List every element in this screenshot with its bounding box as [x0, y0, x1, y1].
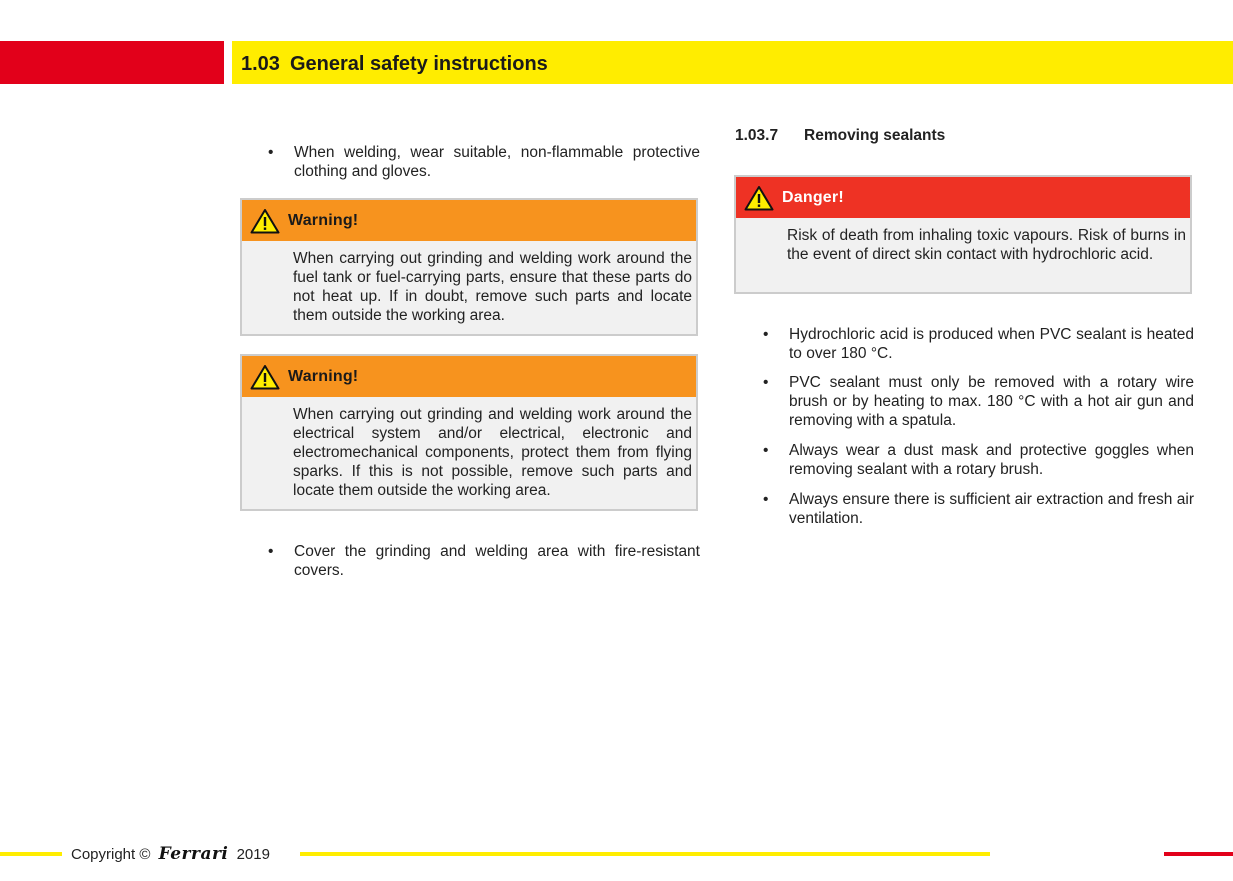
- bullet-icon: •: [763, 491, 769, 508]
- warning-text: When carrying out grinding and welding work around the electrical system and/or electrical, electronic and electromechanical components, protect them from flying sparks. If this is not possible, remove such parts and locate them outside the working area.: [293, 406, 692, 499]
- copyright-label: Copyright ©: [71, 846, 151, 863]
- subsection-heading: [735, 127, 945, 145]
- bullet-icon: •: [268, 543, 274, 560]
- list-item: • When welding, wear suitable, non-flammable protective clothing and gloves.: [268, 144, 700, 180]
- danger-box: [734, 175, 1192, 294]
- section-number: 1.03: [241, 53, 280, 75]
- footer-rule-left: [0, 852, 62, 856]
- copyright-year: 2019: [236, 846, 270, 863]
- bullet-icon: •: [763, 442, 769, 459]
- warning-box: [240, 354, 698, 511]
- page-title: [241, 41, 548, 84]
- list-item: • Hydrochloric acid is produced when PVC sealant is heated to over 180 °C.: [763, 326, 1194, 362]
- section-title: General safety instructions: [289, 53, 548, 75]
- brand-logo: Ferrari: [158, 844, 229, 864]
- warning-triangle-icon: [242, 364, 288, 390]
- subsection-title: Removing sealants: [804, 127, 946, 144]
- bullet-icon: •: [763, 326, 769, 343]
- warning-box: [240, 198, 698, 336]
- danger-label: Danger!: [782, 188, 844, 206]
- footer-rule-right: [1164, 852, 1233, 856]
- warning-triangle-icon: [736, 185, 782, 211]
- subsection-number: 1.03.7: [735, 127, 779, 144]
- list-item: • Always wear a dust mask and protective goggles when removing sealant with a rotary brush.: [763, 442, 1194, 478]
- warning-header: [242, 200, 696, 241]
- bullet-icon: •: [763, 374, 769, 391]
- danger-header: [736, 177, 1190, 218]
- header-red-tab: [0, 41, 224, 84]
- warning-header: [242, 356, 696, 397]
- list-item: • PVC sealant must only be removed with a rotary wire brush or by heating to max. 180 °C with a hot air gun and removing with a spatula.: [763, 374, 1194, 429]
- list-item: • Cover the grinding and welding area with fire-resistant covers.: [268, 543, 700, 579]
- warning-triangle-icon: [242, 208, 288, 234]
- footer-copyright: [71, 844, 270, 864]
- warning-label: Warning!: [288, 211, 359, 229]
- list-item: • Always ensure there is sufficient air extraction and fresh air ventilation.: [763, 491, 1194, 527]
- warning-label: Warning!: [288, 367, 359, 385]
- bullet-icon: •: [268, 144, 274, 161]
- danger-text: Risk of death from inhaling toxic vapours. Risk of burns in the event of direct skin contact with hydrochloric acid.: [787, 227, 1186, 263]
- warning-text: When carrying out grinding and welding work around the fuel tank or fuel-carrying parts, ensure that these parts do not heat up. If in doubt, remove such parts and locate them outside the working area.: [293, 250, 692, 324]
- footer-rule-middle: [300, 852, 990, 856]
